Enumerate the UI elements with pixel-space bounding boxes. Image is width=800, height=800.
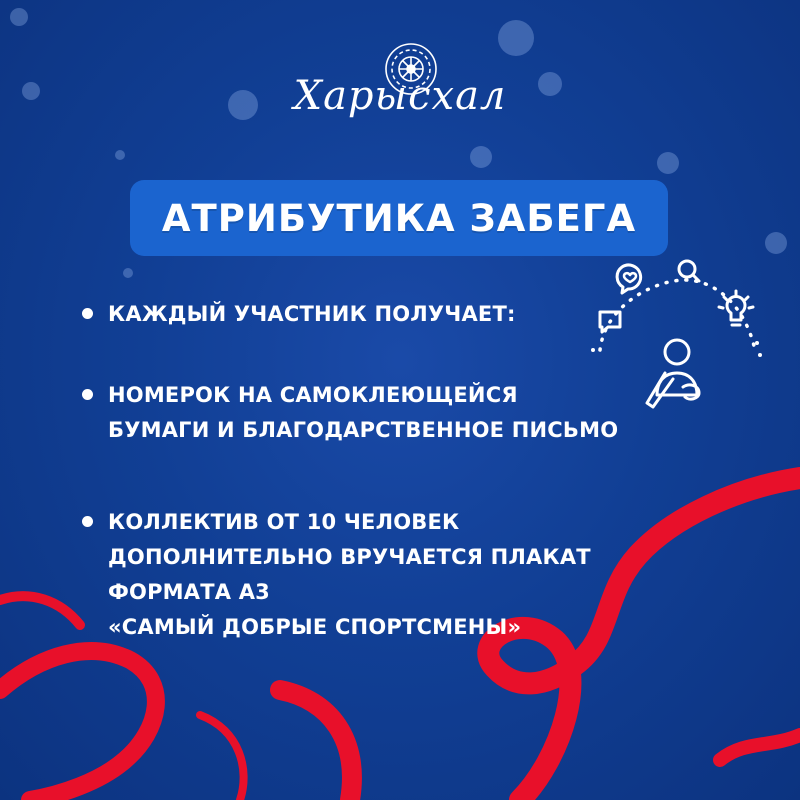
search-icon — [679, 261, 699, 281]
bullet-dot — [82, 389, 93, 400]
bullet-line: ДОПОЛНИТЕЛЬНО ВРУЧАЕТСЯ ПЛАКАТ — [108, 545, 591, 569]
heart-chat-icon — [617, 265, 641, 293]
bullet-line: «САМЫЙ ДОБРЫЕ СПОРТСМЕНЫ» — [108, 615, 522, 639]
bullet-line: КОЛЛЕКТИВ ОТ 10 ЧЕЛОВЕК — [108, 510, 460, 534]
bullet-text — [108, 297, 516, 332]
bullet-line: НОМЕРОК НА САМОКЛЕЮЩЕЙСЯ — [108, 383, 518, 407]
bullet-line: ФОРМАТА А3 — [108, 580, 270, 604]
bullet-line: БУМАГИ И БЛАГОДАРСТВЕННОЕ ПИСЬМО — [108, 418, 619, 442]
bullet-line: КАЖДЫЙ УЧАСТНИК ПОЛУЧАЕТ: — [108, 302, 516, 326]
bullet-text — [108, 505, 591, 645]
communication-illustration — [585, 255, 765, 420]
bullet-text — [108, 378, 618, 448]
bullet-dot — [82, 516, 93, 527]
person-writing-icon — [647, 340, 699, 407]
brand-name: Харысхал — [293, 73, 507, 119]
title-banner — [130, 180, 668, 256]
page-title: АТРИБУТИКА ЗАБЕГА — [161, 196, 637, 240]
bullet-dot — [82, 308, 93, 319]
